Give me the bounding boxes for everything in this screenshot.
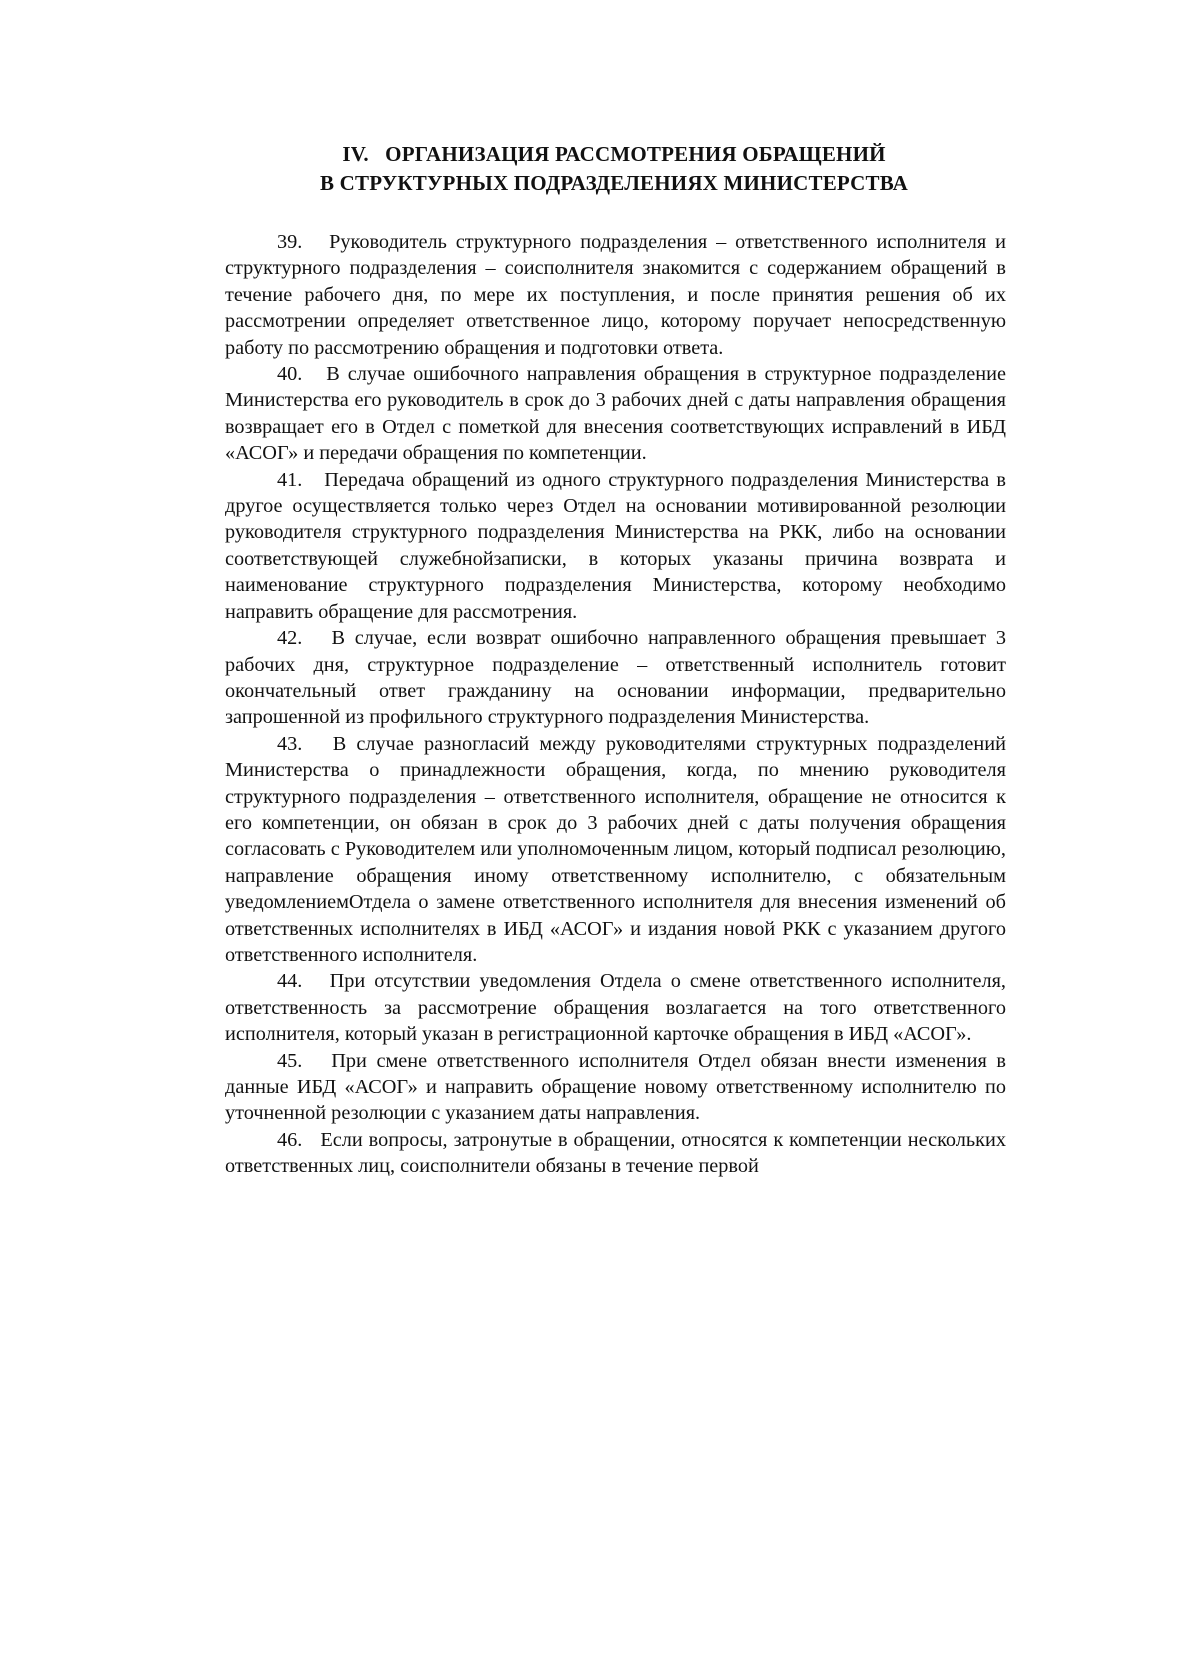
- paragraph-number: 40.: [277, 363, 303, 386]
- document-body: [225, 229, 1006, 1180]
- paragraph-text: В случае ошибочного направления обращения в структурное подразделение Министерства его руководитель в срок до 3 рабочих дней с даты направления обращения возвращает его в Отдел с пометкой для внесения соответствующих исправлений в ИБД «АСОГ» и передачи обращения по компетенции.: [225, 363, 1006, 465]
- paragraph-number: 45.: [277, 1049, 303, 1072]
- paragraph-number: 43.: [277, 732, 303, 755]
- paragraph-text: Передача обращений из одного структурного подразделения Министерства в другое осуществляется только через Отдел на основании мотивированной резолюции руководителя структурного подразделения Министерства на РКК, либо на основании соответствующей служебнойзаписки, в которых указаны причина возврата и наименование структурного подразделения Министерства, которому необходимо направить обращение для рассмотрения.: [225, 468, 1006, 623]
- paragraph-41: [225, 467, 1006, 625]
- paragraph-text: Если вопросы, затронутые в обращении, относятся к компетенции нескольких ответственных лиц, соисполнители обязаны в течение первой: [225, 1128, 1006, 1178]
- paragraph-44: [225, 968, 1006, 1047]
- paragraph-number: 44.: [277, 970, 303, 993]
- paragraph-text: При отсутствии уведомления Отдела о смене ответственного исполнителя, ответственность за рассмотрение обращения возлагается на того ответственного исполнителя, который указан в регистрационной карточке обращения в ИБД «АСОГ».: [225, 970, 1006, 1046]
- paragraph-text: В случае разногласий между руководителями структурных подразделений Министерства о принадлежности обращения, когда, по мнению руководителя структурного подразделения – ответственного исполнителя, обращение не относится к его компетенции, он обязан в срок до 3 рабочих дней с даты получения обращения согласовать с Руководителем или уполномоченным лицом, который подписал резолюцию, направление обращения иному ответственному исполнителю, с обязательным уведомлениемОтдела о замене ответственного исполнителя для внесения изменений об ответственных исполнителях в ИБД «АСОГ» и издания новой РКК с указанием другого ответственного исполнителя.: [225, 732, 1006, 966]
- paragraph-text: В случае, если возврат ошибочно направленного обращения превышает 3 рабочих дня, структурное подразделение – ответственный исполнитель готовит окончательный ответ гражданину на основании информации, предварительно запрошенной из профильного структурного подразделения Министерства.: [225, 627, 1006, 729]
- section-heading: [220, 140, 1008, 198]
- paragraph-46: [225, 1127, 1006, 1180]
- paragraph-40: [225, 361, 1006, 467]
- paragraph-39: [225, 229, 1006, 361]
- paragraph-text: Руководитель структурного подразделения – ответственного исполнителя и структурного подразделения – соисполнителя знакомится с содержанием обращений в течение рабочего дня, по мере их поступления, и после принятия решения об их рассмотрении определяет ответственное лицо, которому поручает непосредственную работу по рассмотрению обращения и подготовки ответа.: [225, 231, 1007, 359]
- paragraph-number: 46.: [277, 1128, 303, 1151]
- paragraph-number: 39.: [277, 231, 303, 253]
- paragraph-42: [225, 625, 1006, 731]
- paragraph-text: При смене ответственного исполнителя Отдел обязан внести изменения в данные ИБД «АСОГ» и направить обращение новому ответственному исполнителю по уточненной резолюции с указанием даты направления.: [225, 1049, 1006, 1125]
- paragraph-number: 42.: [277, 627, 303, 650]
- section-heading-line-1: IV. ОРГАНИЗАЦИЯ РАССМОТРЕНИЯ ОБРАЩЕНИЙ: [342, 142, 886, 166]
- paragraph-45: [225, 1048, 1006, 1127]
- paragraph-43: [225, 731, 1006, 969]
- section-heading-line-2: В СТРУКТУРНЫХ ПОДРАЗДЕЛЕНИЯХ МИНИСТЕРСТВА: [319, 171, 909, 195]
- paragraph-number: 41.: [277, 468, 303, 491]
